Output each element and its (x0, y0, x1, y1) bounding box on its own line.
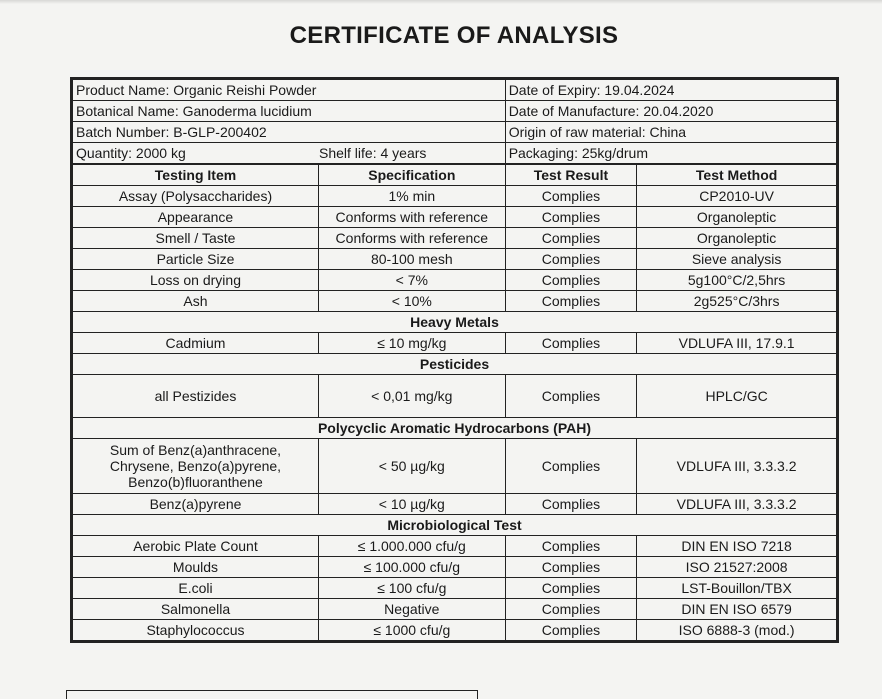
test-method: VDLUFA III, 3.3.3.2 (637, 439, 837, 494)
section-microbiological (73, 515, 837, 536)
test-method: ISO 21527:2008 (637, 557, 837, 578)
test-result: Complies (505, 599, 637, 620)
specification: ≤ 10 mg/kg (318, 333, 505, 354)
test-result: Complies (505, 186, 637, 207)
test-result: Complies (505, 620, 637, 641)
table-row (73, 228, 837, 249)
test-result: Complies (505, 439, 637, 494)
specification: ≤ 100.000 cfu/g (318, 557, 505, 578)
test-result: Complies (505, 536, 637, 557)
test-result: Complies (505, 228, 637, 249)
origin-of-raw-material: Origin of raw material: China (505, 122, 836, 143)
table-row (73, 291, 837, 312)
specification: ≤ 1000 cfu/g (318, 620, 505, 641)
testing-item: Ash (73, 291, 319, 312)
testing-item: E.coli (73, 578, 319, 599)
test-method: HPLC/GC (637, 375, 837, 418)
document-title: CERTIFICATE OF ANALYSIS (289, 22, 619, 49)
quantity-shelf-cell (73, 143, 506, 164)
test-result: Complies (505, 249, 637, 270)
header-test-method: Test Method (637, 165, 837, 186)
section-pah (73, 418, 837, 439)
specification: < 10 µg/kg (318, 494, 505, 515)
table-row (73, 207, 837, 228)
table-row (73, 186, 837, 207)
header-row (73, 165, 837, 186)
test-method: Sieve analysis (637, 249, 837, 270)
header-test-result: Test Result (505, 165, 637, 186)
table-row (73, 249, 837, 270)
test-method: DIN EN ISO 6579 (637, 599, 837, 620)
table-row (73, 599, 837, 620)
testing-item-line: Benzo(b)fluoranthene (128, 474, 263, 490)
date-of-manufacture: Date of Manufacture: 20.04.2020 (505, 101, 836, 122)
testing-item: Particle Size (73, 249, 319, 270)
analysis-table (70, 77, 839, 643)
test-method: ISO 6888-3 (mod.) (637, 620, 837, 641)
batch-number: Batch Number: B-GLP-200402 (73, 122, 506, 143)
test-method: VDLUFA III, 17.9.1 (637, 333, 837, 354)
header-specification: Specification (318, 165, 505, 186)
product-info-table (72, 79, 837, 164)
testing-item: Salmonella (73, 599, 319, 620)
section-title: Polycyclic Aromatic Hydrocarbons (PAH) (73, 418, 837, 439)
testing-item: Cadmium (73, 333, 319, 354)
table-row (73, 270, 837, 291)
test-method: DIN EN ISO 7218 (637, 536, 837, 557)
test-method: VDLUFA III, 3.3.3.2 (637, 494, 837, 515)
table-row (73, 439, 837, 494)
table-row (73, 578, 837, 599)
testing-item: Assay (Polysaccharides) (73, 186, 319, 207)
test-results-table (72, 164, 837, 641)
testing-item-line: Chrysene, Benzo(a)pyrene, (109, 458, 282, 474)
table-row (73, 620, 837, 641)
testing-item: all Pestizides (73, 375, 319, 418)
table-row (73, 557, 837, 578)
test-result: Complies (505, 578, 637, 599)
test-result: Complies (505, 207, 637, 228)
specification: 1% min (318, 186, 505, 207)
testing-item (73, 439, 319, 494)
packaging: Packaging: 25kg/drum (505, 143, 836, 164)
test-method: LST-Bouillon/TBX (637, 578, 837, 599)
testing-item: Aerobic Plate Count (73, 536, 319, 557)
testing-item: Benz(a)pyrene (73, 494, 319, 515)
botanical-name: Botanical Name: Ganoderma lucidium (73, 101, 506, 122)
testing-item: Moulds (73, 557, 319, 578)
section-heavy-metals (73, 312, 837, 333)
table-row (73, 536, 837, 557)
specification: Negative (318, 599, 505, 620)
testing-item: Appearance (73, 207, 319, 228)
test-method: CP2010-UV (637, 186, 837, 207)
scan-edge (0, 0, 882, 4)
specification: ≤ 1.000.000 cfu/g (318, 536, 505, 557)
section-pesticides (73, 354, 837, 375)
header-testing-item: Testing Item (73, 165, 319, 186)
table-row (73, 333, 837, 354)
section-title: Pesticides (73, 354, 837, 375)
test-result: Complies (505, 270, 637, 291)
specification: < 7% (318, 270, 505, 291)
shelf-life: Shelf life: 4 years (319, 145, 427, 161)
specification: < 50 µg/kg (318, 439, 505, 494)
testing-item: Smell / Taste (73, 228, 319, 249)
date-of-expiry: Date of Expiry: 19.04.2024 (505, 80, 836, 101)
test-method: 5g100°C/2,5hrs (637, 270, 837, 291)
test-method: 2g525°C/3hrs (637, 291, 837, 312)
specification: < 10% (318, 291, 505, 312)
specification: Conforms with reference (318, 207, 505, 228)
testing-item: Loss on drying (73, 270, 319, 291)
specification: 80-100 mesh (318, 249, 505, 270)
testing-item: Staphylococcus (73, 620, 319, 641)
table-row (73, 494, 837, 515)
specification: Conforms with reference (318, 228, 505, 249)
table-row (73, 375, 837, 418)
quantity: Quantity: 2000 kg (76, 145, 186, 161)
test-method: Organoleptic (637, 207, 837, 228)
test-result: Complies (505, 291, 637, 312)
testing-item-line: Sum of Benz(a)anthracene, (109, 442, 282, 458)
test-result: Complies (505, 375, 637, 418)
test-result: Complies (505, 557, 637, 578)
specification: < 0,01 mg/kg (318, 375, 505, 418)
product-name: Product Name: Organic Reishi Powder (73, 80, 506, 101)
test-result: Complies (505, 333, 637, 354)
test-result: Complies (505, 494, 637, 515)
specification: ≤ 100 cfu/g (318, 578, 505, 599)
section-title: Heavy Metals (73, 312, 837, 333)
section-title: Microbiological Test (73, 515, 837, 536)
test-method: Organoleptic (637, 228, 837, 249)
